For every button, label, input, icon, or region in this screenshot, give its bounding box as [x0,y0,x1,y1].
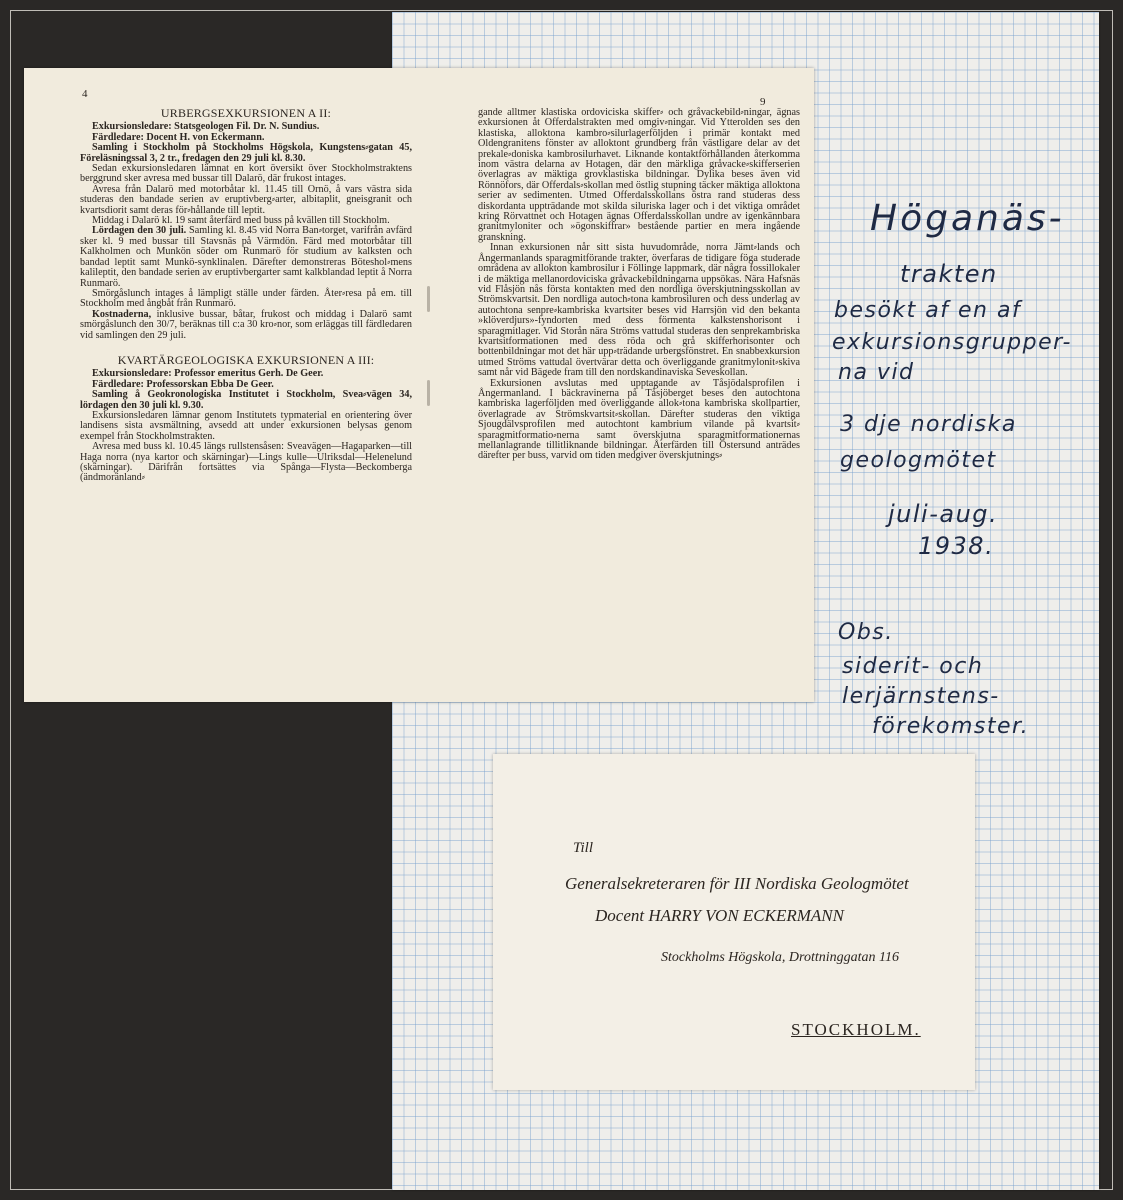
handwritten-line: 3 dje nordiska [840,412,1017,437]
handwritten-line: geologmötet [840,448,997,473]
label-address: Stockholms Högskola, Drottninggatan 116 [661,950,899,965]
paragraph [80,310,412,341]
handwritten-line: exkursionsgrupper- [832,330,1072,355]
right-page-text [478,108,800,462]
bold-line: Färdledare: Docent H. von Eckermann. [92,131,265,143]
booklet-page-left [24,68,434,702]
handwritten-line: lerjärnstens- [842,684,1000,709]
booklet-spread [24,68,814,702]
section-heading: KVARTÄRGEOLOGISKA EXKURSIONEN A III: [117,352,375,367]
bold-lead: Kostnaderna, [92,308,152,320]
label-recipient-name: Docent HARRY VON ECKERMANN [595,906,844,925]
paragraph: Avresa med buss kl. 10.45 längs rullstensåsen: Sveavägen—Hagaparken—till Haga norra (nya kartor och skärningar)—Lings kulle—Ulriksdal—Helenelund (skärningar). Därifrån fortsättes via Spånga—Flysta—Beckomberga (ändmoränland⸗ [80,441,412,484]
booklet-page-right [434,68,814,702]
bold-line: Samling i Stockholm på Stockholms Högskola, Kungstens⸗gatan 45, Föreläsningssal 3, 2 tr., fredagen den 29 juli kl. 8.30. [80,142,412,164]
label-city: STOCKHOLM. [791,1020,921,1039]
paragraph: gande alltmer klastiska ordoviciska skiffer⸗ och gråvackebild⸗ningar, ägnas exkursionen åt Offerdalstrakten med omgiv⸗ningar. Vid Ytterolden ses den klastiska, alloktona kambro⸗silurlagerföljden i primär kontakt med Oldengranitens fönster av alloktont grundberg från västligare delar av det prekale⸗doniska kambrosilurhavet. Liknande kontaktförhållanden återkomma inom västra delarna av Hotagen, där den märkliga gråvacke⸗skifferserien överlagras av mäktiga grovklastiska bildningar. Dylika beses även vid Rönnöfors, där Offerdals⸗skollan med östlig stupning täcker mäktiga alloktona serier av sedimenten. Utmed Offerdalsskollans östra rand studeras dess diskordanta uppträdande mot skilda siluriska lager och i det viktiga området kring Rörvattnet och Hotagen ägnas Offerdalsskollan undre av igenkännbara granitmyloniter och »ögonskiffrar» bestående partier en mera ingående granskning. [478,107,800,243]
bold-line: Exkursionsledare: Statsgeologen Fil. Dr. N. Sundius. [92,121,320,133]
handwritten-line: Obs. [838,620,894,645]
handwritten-line: siderit- och [842,654,984,679]
bold-line: Färdledare: Professorskan Ebba De Geer. [92,378,274,390]
address-label [493,754,975,1090]
paragraph-text: inklusive bussar, båtar, frukost och middag i Dalarö samt smörgåslunch den 30/7, beräknas till c:a 30 kro⸗nor, som erläggas till färdledaren vid samlingen den 29 juli. [80,308,412,341]
paragraph [80,226,412,288]
bold-line: Samling å Geokronologiska Institutet i Stockholm, Svea⸗vägen 34, lördagen den 30 juli kl. 9.30. [80,389,412,411]
handwritten-line: trakten [900,260,998,288]
handwritten-line: juli-aug. [888,500,999,528]
paragraph-text: Samling kl. 8.45 vid Norra Ban⸗torget, varifrån avfärd sker kl. 9 med bussar till Stavsnäs på Värmdön. Färd med motorbåtar till Kalkholmen och Munkön söder om Runmarö för studium av kalksten och bandad leptit samt Munkö-synklinalen. Därefter demonstreras Böteshol⸗mens kalileptit, den bandade serien av eruptivbergarter samt kalkblandad leptit å Norra Runmarö. [80,225,412,289]
section-heading: URBERGSEXKURSIONEN A II: [160,106,332,120]
paragraph: Smörgåslunch intages å lämpligt ställe under färden. Åter⸗resa på em. till Stockholm med ångbåt från Runmarö. [80,287,412,310]
handwritten-line: 1938. [918,532,995,560]
staple [427,380,430,406]
paragraph: Middag i Dalarö kl. 19 samt återfärd med buss på kvällen till Stockholm. [92,215,390,227]
handwritten-line: förekomster. [872,714,1030,739]
paragraph: Exkursionen avslutas med upptagande av Tåsjödalsprofilen i Ångermanland. I bäckravinerna på Tåsjöberget beses den autochtona kambriska lagerföljden med överliggande allok⸗tona kambriska skollpartier, överlagrade av Strömskvartsit⸗skollan. Därefter studeras den viktiga Sjougdälvsprofilen med autochtont kambrium vilande på kvartsit⸗sparagmitformatio⸗nerna samt överskjutna sparagmitformationernas mellanlagrande tillitliknande bildningar. Återfärden till Östersund anträdes därefter per buss, varvid om tiden medgiver överskjutnings⸗ [478,377,800,462]
label-recipient-title: Generalsekreteraren för III Nordiska Geologmötet [565,874,909,893]
handwritten-line: na vid [838,360,915,385]
bold-line: Exkursionsledare: Professor emeritus Gerh. De Geer. [92,368,324,380]
page-number: 4 [82,88,88,100]
paragraph: Innan exkursionen når sitt sista huvudområde, norra Jämt⸗lands och Ångermanlands sparagmitförande trakter, överfaras de tidigare föga studerade områdena av allokton kambrosilur i Föllinge lappmark, där några fossillokaler i de mäktiga mellanordoviciska gråvackebildningarna uppsökas. Nära Hafsnäs vid Flåsjön nås första kontakten med den nordliga överskjutningsskollan av Strömskvartsit. Den nordliga autoch⸗tona kambrosiluren och dess underlag av autochtona senpre⸗kambriska kvartsiter beses vid Harrsjön vid den bekanta »klöverdjurs»-fyndorten med dess förmenta kalkstenshorisont i sparagmitlager. Vid Storån nära Ströms vattudal studeras den senprekambriska kvartsitformationen med dess röda och grå skifferhorisonter och bottenbildningar mot det här upp⸗trädande urbergsfönstret. En snabbexkursion utmed Ströms vattudal övertvärar detta och överliggande granitmylonit⸗skiva samt når vid Bägede fram till den nordskandinaviska Seveskollan. [478,242,800,379]
paragraph: Exkursionsledaren lämnar genom Institutets typmaterial en orientering över landisens sista avsmältning, avsedd att under exkursionen belysas genom exempel från Stockholmstrakten. [80,409,412,442]
paragraph: Sedan exkursionsledaren lämnat en kort översikt över Stockholmstraktens berggrund sker avresa med bussar till Dalarö, där frukost intages. [80,163,412,185]
paragraph: Avresa från Dalarö med motorbåtar kl. 11.45 till Ornö, å vars västra sida studeras den bandade serien av eruptivberg⸗arter, albitaplit, gneisgranit och kvartsdiorit samt deras för⸗hållande till leptit. [80,183,412,216]
left-page-text [80,108,412,484]
handwritten-title: Höganäs- [870,198,1065,239]
handwritten-line: besökt af en af [834,298,1022,323]
staple [427,286,430,312]
page-number: 9 [760,96,766,108]
bold-lead: Lördagen den 30 juli. [92,225,187,237]
label-till: Till [573,840,594,856]
